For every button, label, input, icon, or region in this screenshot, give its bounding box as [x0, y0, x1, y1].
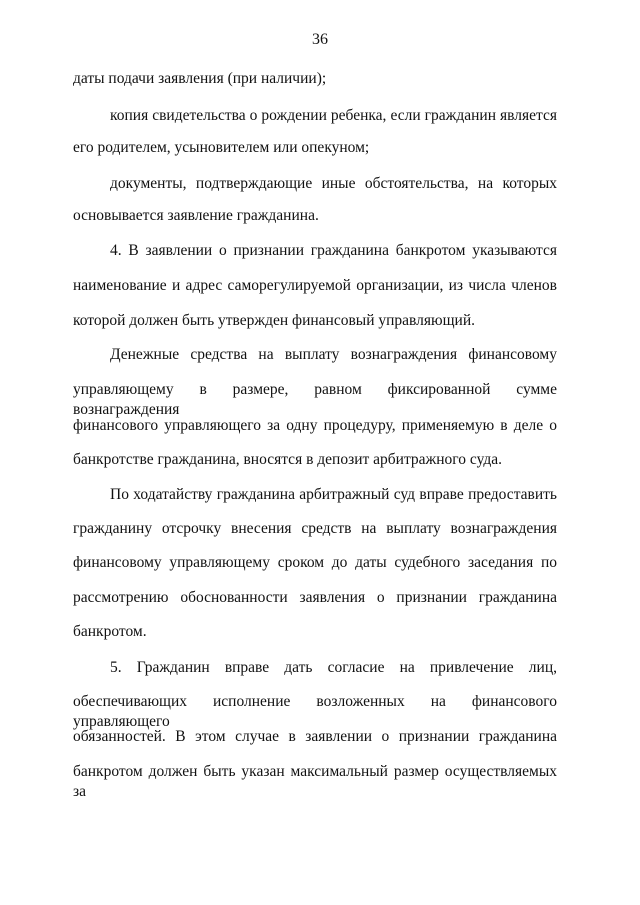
- text-line: 4. В заявлении о признании гражданина банкротом указываются: [110, 242, 557, 259]
- text-line: его родителем, усыновителем или опекуном;: [73, 139, 370, 156]
- text-line: банкротстве гражданина, вносятся в депозит арбитражного суда.: [73, 451, 502, 468]
- text-line: даты подачи заявления (при наличии);: [73, 70, 327, 87]
- text-line: финансовому управляющему сроком до даты судебного заседания по: [73, 554, 557, 571]
- text-line: рассмотрению обоснованности заявления о признании гражданина: [73, 589, 557, 606]
- text-line: управляющему в размере, равном фиксированной сумме вознаграждения: [73, 381, 557, 418]
- text-line: гражданину отсрочку внесения средств на выплату вознаграждения: [73, 520, 557, 537]
- text-line: обязанностей. В этом случае в заявлении о признании гражданина: [73, 728, 557, 745]
- text-line: наименование и адрес саморегулируемой организации, из числа членов: [73, 277, 557, 294]
- page-number: 36: [312, 31, 328, 48]
- text-line: финансового управляющего за одну процедуру, применяемую в деле о: [73, 417, 557, 434]
- text-line: банкротом должен быть указан максимальный размер осуществляемых за: [73, 763, 557, 800]
- text-line: Денежные средства на выплату вознаграждения финансовому: [110, 346, 557, 363]
- text-line: 5. Гражданин вправе дать согласие на привлечение лиц,: [110, 659, 557, 676]
- text-line: По ходатайству гражданина арбитражный суд вправе предоставить: [110, 486, 557, 503]
- text-line: документы, подтверждающие иные обстоятельства, на которых: [110, 175, 557, 192]
- text-line: обеспечивающих исполнение возложенных на финансового управляющего: [73, 693, 557, 730]
- text-line: основывается заявление гражданина.: [73, 207, 319, 224]
- text-line: которой должен быть утвержден финансовый управляющий.: [73, 312, 476, 329]
- text-line: копия свидетельства о рождении ребенка, если гражданин является: [110, 107, 557, 124]
- text-line: банкротом.: [73, 623, 147, 640]
